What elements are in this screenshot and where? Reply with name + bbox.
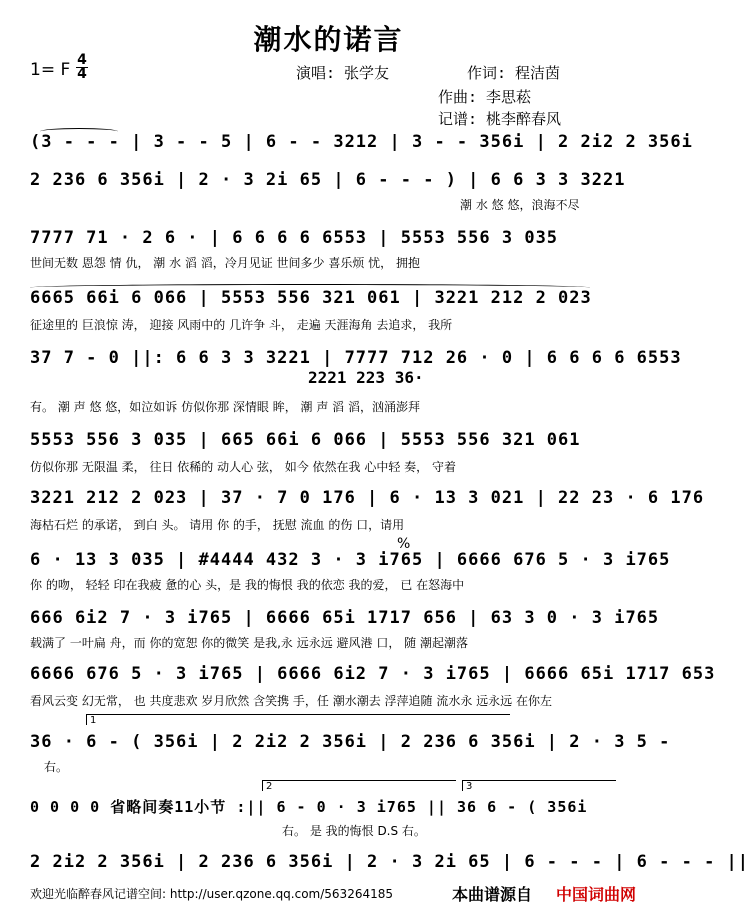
tie [40,128,118,135]
footer-source-label: 本曲谱源自 [452,885,533,904]
footer-welcome: 欢迎光临醉春风记谱空间: http://user.qzone.qq.com/563264185 [30,887,394,901]
score-line-9-notes: 666 6i2 7 · 3 i765 | 6666 65i 1717 656 | 63 3 0 · 3 i765 [30,608,660,628]
score-line-3-lyrics: 世间无数 恩怨 情 仇， 潮 水 滔 滔，冷月见证 世间多少 喜乐烦 忧， 拥抱 [30,256,420,270]
score-line-2-notes: 2 236 6 356i | 2 · 3 2i 65 | 6 - - - ) | 6 6 3 3 3221 [30,170,626,190]
volta-3-label: 3 [466,781,473,792]
meter-bottom: 4 [77,66,87,82]
transcriber-credit: 记谱: 桃李醉春风 [438,110,562,128]
score-line-8-lyrics: 你 的吻， 轻轻 印在我疲 惫的心 头，是 我的悔恨 我的依恋 我的爱， 已 在怒海中 [30,578,465,592]
alt-notes: 2221 223 36· [308,368,424,387]
song-title: 潮水的诺言 [253,23,404,56]
volta-2-label: 2 [266,781,273,792]
score-line-4-lyrics: 征途里的 巨浪惊 涛， 迎接 风雨中的 几许争 斗， 走遍 天涯海角 去追求， 我所 [30,318,453,332]
meter-top: 4 [77,52,87,68]
lyricist-credit: 作词: 程洁茵 [467,64,561,82]
volta-1-bracket [86,714,510,725]
key-signature: 1= F [30,60,71,80]
score-line-10-lyrics: 看风云变 幻无常， 也 共度悲欢 岁月欣然 含笑携 手，任 潮水潮去 浮萍追随 流水永 远永远 在你左 [30,694,552,708]
score-line-10-notes: 6666 676 5 · 3 i765 | 6666 6i2 7 · 3 i765 | 6666 65i 1717 653 [30,664,716,684]
score-line-11-lyrics: 右。 [44,760,69,774]
score-line-9-lyrics: 载满了 一叶扁 舟，而 你的宽恕 你的微笑 是我,永 远永远 避风港 口， 随 潮起潮落 [30,636,468,650]
score-line-12-notes: 0 0 0 0 省略间奏11小节 :|| 6 - 0 · 3 i765 || 36 6 - ( 356i [30,798,588,816]
score-line-7-lyrics: 海枯石烂 的承诺， 到白 头。 请用 你 的手， 抚慰 流血 的伤 口，请用 [30,518,405,532]
score-line-11-notes: 36 · 6 - ( 356i | 2 2i2 2 356i | 2 236 6 356i | 2 · 3 5 - [30,732,671,752]
volta-2-bracket [262,780,456,791]
score-line-7-notes: 3221 212 2 023 | 37 · 7 0 176 | 6 · 13 3 021 | 22 23 · 6 176 [30,488,705,508]
score-line-6-lyrics: 仿似你那 无限温 柔， 往日 依稀的 动人心 弦， 如今 依然在我 心中轻 奏， 守着 [30,460,456,474]
volta-1-label: 1 [90,715,97,726]
singer-credit: 演唱: 张学友 [296,64,390,82]
score-line-13-notes: 2 2i2 2 356i | 2 236 6 356i | 2 · 3 2i 65 | 6 - - - | 6 - - - || [30,852,749,872]
score-line-1-notes: (3 - - - | 3 - - 5 | 6 - - 3212 | 3 - - 356i | 2 2i2 2 356i [30,132,693,152]
score-line-2-lyrics: 潮 水 悠 悠，浪海不尽 [460,198,580,212]
score-line-12-lyrics: 右。 是 我的悔恨 D.S 右。 [282,824,426,838]
volta-3-bracket [462,780,616,791]
slur [30,284,590,291]
time-signature [76,54,88,81]
segno-sign: % [397,536,411,552]
score-line-8-notes: 6 · 13 3 035 | #4444 432 3 · 3 i765 | 6666 676 5 · 3 i765 [30,550,671,570]
score-line-4-notes: 6665 66i 6 066 | 5553 556 321 061 | 3221 212 2 023 [30,288,592,308]
footer-site-name: 中国词曲网 [556,885,637,904]
score-line-3-notes: 7777 71 · 2 6 · | 6 6 6 6 6553 | 5553 556 3 035 [30,228,559,248]
score-line-6-notes: 5553 556 3 035 | 665 66i 6 066 | 5553 556 321 061 [30,430,581,450]
score-line-5-notes: 37 7 - 0 ||: 6 6 3 3 3221 | 7777 712 26 · 0 | 6 6 6 6 6553 [30,348,682,368]
score-line-5-lyrics: 有。 潮 声 悠 悠，如泣如诉 仿似你那 深情眼 眸， 潮 声 滔 滔，汹涌澎拜 [30,400,420,414]
composer-credit: 作曲: 李思菘 [438,88,532,106]
